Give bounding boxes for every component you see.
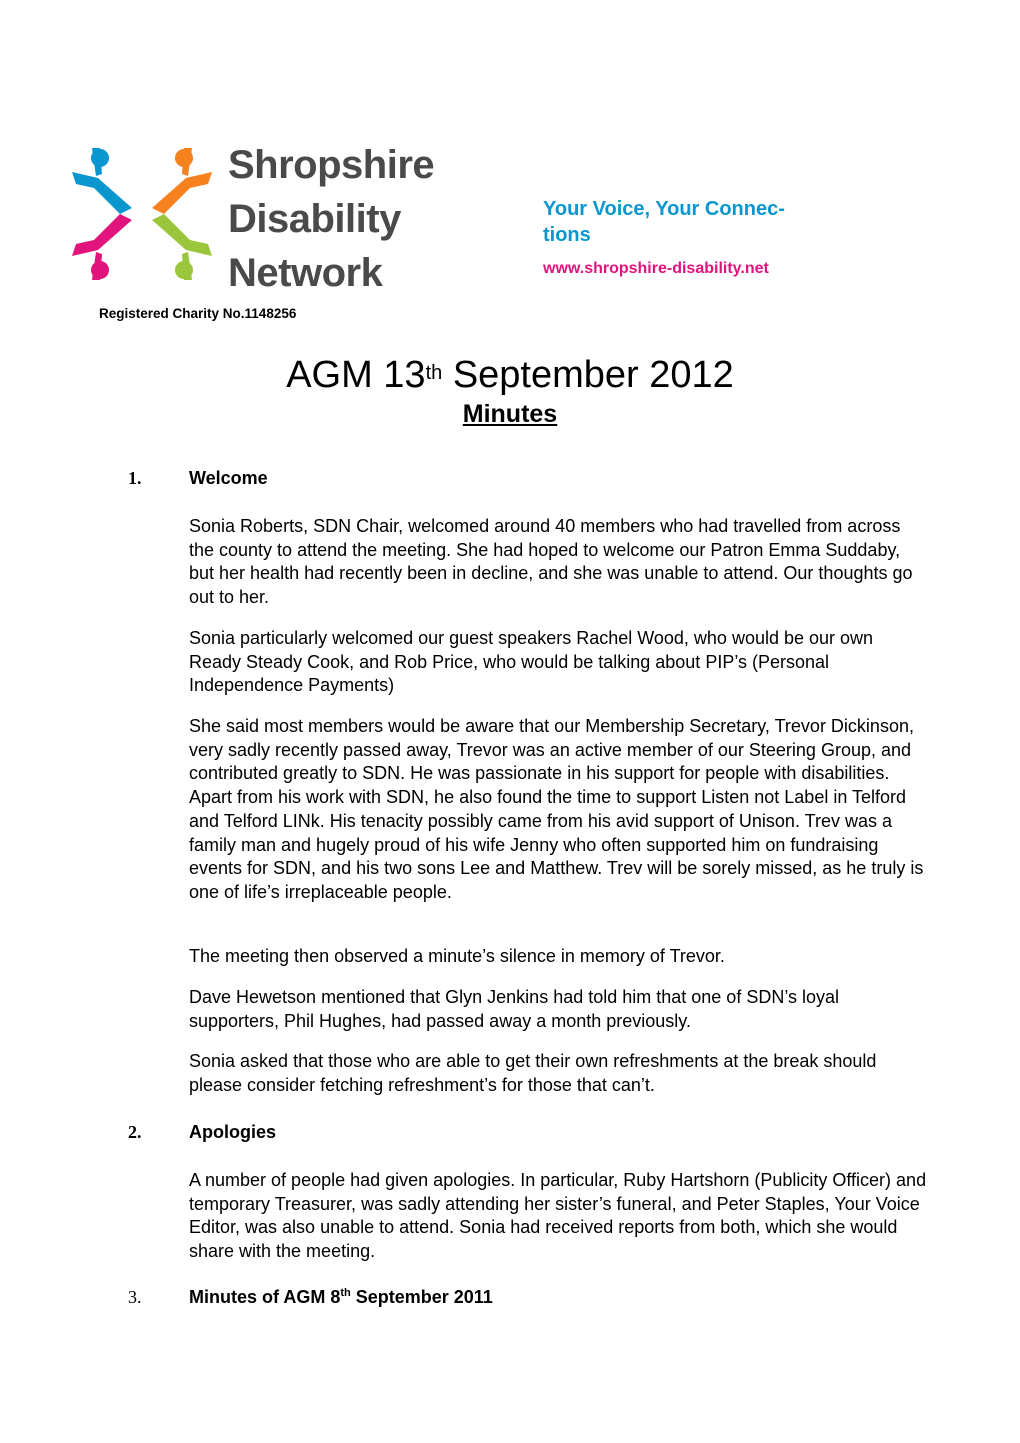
paragraph: Dave Hewetson mentioned that Glyn Jenkins had told him that one of SDN’s loyal supporters, Phil Hughes, had passed away a month previously. bbox=[189, 987, 840, 1031]
website-link[interactable]: www.shropshire-disability.net bbox=[543, 260, 769, 277]
section-title: Welcome bbox=[189, 468, 268, 488]
title-superscript: th bbox=[425, 362, 443, 384]
paragraph: She said most members would be aware that our Membership Secretary, Trevor Dickinson, very sadly recently passed away, Trevor was an active member of our Steering Group, and contributed greatly to SDN. He was passionate in his support for people with disabilities. Apart from his work with SDN, he also found the time to support Listen not Label in Telford and Telford LINk. His tenacity possibly came from his avid support of Unison. Trev was a family man and hugely proud of his wife Jenny who often supported him on fundraising events for SDN, and his two sons Lee and Matthew. Trev will be sorely missed, as he truly is one of life’s irreplaceable people. bbox=[189, 716, 924, 902]
title-main: AGM 13 bbox=[286, 354, 426, 396]
section-title-superscript: th bbox=[340, 1287, 351, 1299]
section-number: 3. bbox=[128, 1287, 142, 1307]
logo-wordmark bbox=[228, 140, 434, 302]
paragraph: Sonia Roberts, SDN Chair, welcomed around 40 members who had travelled from across the county to attend the meeting. She had hoped to welcome our Patron Emma Suddaby, but her health had recently been in decline, and she was unable to attend. Our thoughts go out to her. bbox=[189, 516, 913, 608]
paragraph: Sonia asked that those who are able to get their own refreshments at the break should please consider fetching refreshment’s for those that can’t. bbox=[189, 1051, 877, 1095]
section-title-main: Minutes of AGM 8 bbox=[189, 1287, 341, 1307]
blue-figure-icon bbox=[72, 148, 132, 214]
pink-figure-icon bbox=[72, 214, 132, 280]
section-title-rest: September 2011 bbox=[350, 1287, 493, 1307]
paragraph: The meeting then observed a minute’s silence in memory of Trevor. bbox=[189, 946, 725, 966]
page-subtitle: Minutes bbox=[462, 400, 558, 428]
logo-line: Shropshire bbox=[228, 143, 435, 187]
title-rest: September 2012 bbox=[442, 354, 734, 396]
logo-line: Disability bbox=[228, 197, 401, 241]
orange-figure-icon bbox=[152, 148, 212, 214]
section-title: Apologies bbox=[189, 1122, 277, 1142]
organisation-logo bbox=[62, 134, 482, 294]
section-number: 1. bbox=[128, 468, 142, 488]
page-title bbox=[0, 348, 1020, 402]
logo-line: Network bbox=[228, 251, 383, 295]
paragraph: A number of people had given apologies. In particular, Ruby Hartshorn (Publicity Officer) and temporary Treasurer, was sadly attending her sister’s funeral, and Peter Staples, Your Voice Editor, was also unable to attend. Sonia had received reports from both, which she would share with the meeting. bbox=[189, 1170, 927, 1262]
green-figure-icon bbox=[152, 214, 212, 280]
paragraph: Sonia particularly welcomed our guest speakers Rachel Wood, who would be our own Ready Steady Cook, and Rob Price, who would be talking about PIP’s (Personal Independence Payments) bbox=[189, 628, 874, 696]
section-number: 2. bbox=[128, 1122, 142, 1142]
section-title bbox=[189, 1287, 493, 1308]
people-star-logo-icon bbox=[62, 134, 222, 294]
charity-number: Registered Charity No.1148256 bbox=[99, 306, 297, 321]
tagline bbox=[543, 196, 853, 248]
tagline-text: Your Voice, Your Connec- tions bbox=[543, 198, 785, 246]
